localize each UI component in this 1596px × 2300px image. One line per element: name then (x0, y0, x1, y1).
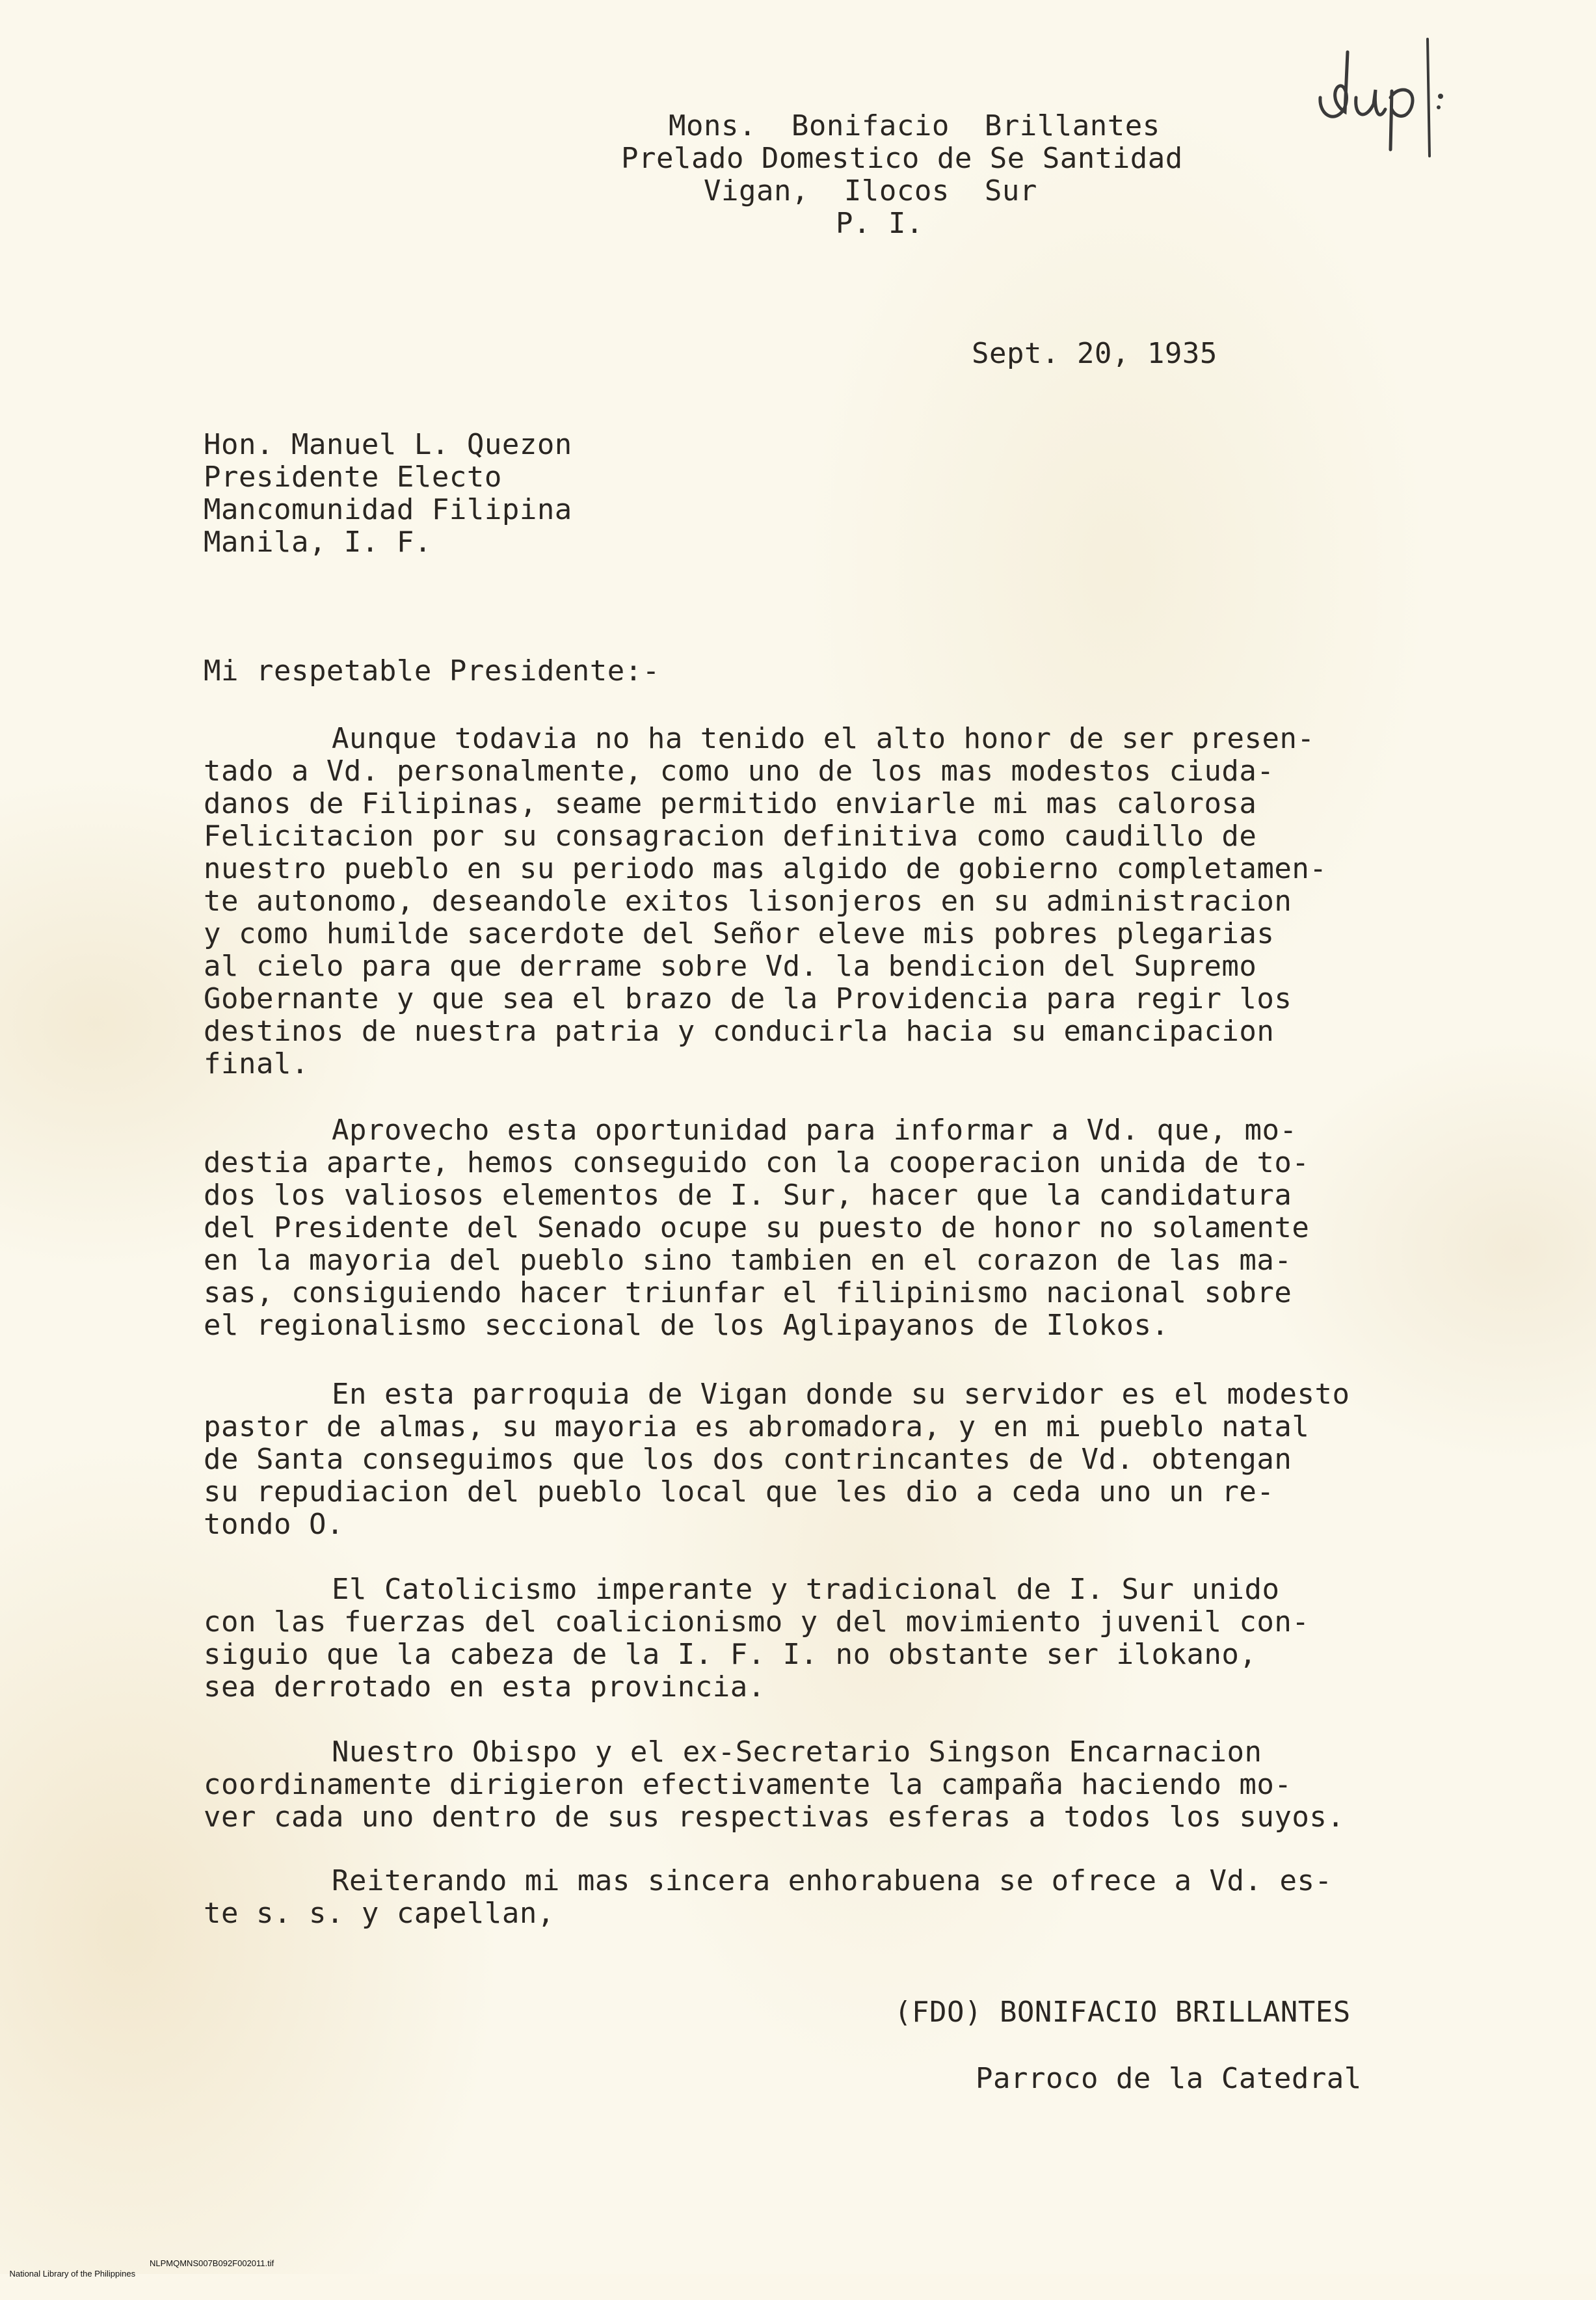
paragraph-1-line: danos de Filipinas, seame permitido enviarle mi mas calorosa (204, 787, 1257, 820)
signature-name: (FDO) BONIFACIO BRILLANTES (894, 1996, 1351, 2029)
paragraph-4-line: siguio que la cabeza de la I. F. I. no obstante ser ilokano, (204, 1638, 1257, 1671)
paragraph-1-line: y como humilde sacerdote del Señor eleve mis pobres plegarias (204, 917, 1275, 950)
archive-name: National Library of the Philippines (9, 2269, 136, 2279)
handwritten-annotation (1314, 26, 1457, 163)
paragraph-6-line: Reiterando mi mas sincera enhorabuena se ofrece a Vd. es- (332, 1864, 1333, 1897)
archive-file-id: NLPMQMNS007B092F002011.tif (150, 2258, 274, 2268)
paragraph-6-line: te s. s. y capellan, (204, 1897, 555, 1930)
paragraph-3-line: En esta parroquia de Vigan donde su servidor es el modesto (332, 1378, 1350, 1411)
paragraph-5-line: Nuestro Obispo y el ex-Secretario Singson Encarnacion (332, 1735, 1262, 1769)
letterhead-line-2: Prelado Domestico de Se Santidad (621, 142, 1183, 175)
paragraph-3-line: de Santa conseguimos que los dos contrincantes de Vd. obtengan (204, 1443, 1292, 1476)
letterhead-line-3: Vigan, Ilocos Sur (704, 174, 1037, 207)
paragraph-2-line: Aprovecho esta oportunidad para informar a Vd. que, mo- (332, 1114, 1297, 1147)
paragraph-1-line: nuestro pueblo en su periodo mas algido de gobierno completamen- (204, 852, 1327, 885)
archive-footer (0, 2258, 274, 2300)
recipient-line-1: Hon. Manuel L. Quezon (204, 428, 572, 461)
recipient-line-3: Mancomunidad Filipina (204, 493, 572, 526)
paragraph-4-line: con las fuerzas del coalicionismo y del movimiento juvenil con- (204, 1605, 1310, 1638)
recipient-line-4: Manila, I. F. (204, 526, 432, 559)
paragraph-1-line: final. (204, 1047, 309, 1080)
paragraph-5-line: coordinamente dirigieron efectivamente la campaña haciendo mo- (204, 1768, 1292, 1801)
paragraph-4-line: El Catolicismo imperante y tradicional de I. Sur unido (332, 1573, 1280, 1606)
paragraph-1-line: Aunque todavia no ha tenido el alto honor de ser presen- (332, 722, 1315, 755)
paragraph-1-line: Gobernante y que sea el brazo de la Providencia para regir los (204, 982, 1292, 1015)
paragraph-3-line: su repudiacion del pueblo local que les dio a ceda uno un re- (204, 1475, 1275, 1508)
paragraph-2-line: destia aparte, hemos conseguido con la cooperacion unida de to- (204, 1146, 1310, 1179)
paragraph-1-line: Felicitacion por su consagracion definitiva como caudillo de (204, 820, 1257, 853)
paragraph-1-line: destinos de nuestra patria y conducirla hacia su emancipacion (204, 1015, 1275, 1048)
paragraph-4-line: sea derrotado en esta provincia. (204, 1670, 765, 1704)
paragraph-1-line: al cielo para que derrame sobre Vd. la bendicion del Supremo (204, 950, 1257, 983)
paragraph-2-line: del Presidente del Senado ocupe su puesto de honor no solamente (204, 1211, 1310, 1244)
paragraph-1-line: tado a Vd. personalmente, como uno de los mas modestos ciuda- (204, 755, 1275, 788)
paragraph-2-line: el regionalismo seccional de los Aglipayanos de Ilokos. (204, 1309, 1169, 1342)
recipient-line-2: Presidente Electo (204, 461, 502, 494)
paragraph-1-line: te autonomo, deseandole exitos lisonjeros en su administracion (204, 885, 1292, 918)
paragraph-3-line: tondo O. (204, 1508, 344, 1541)
paragraph-2-line: sas, consiguiendo hacer triunfar el filipinismo nacional sobre (204, 1276, 1292, 1309)
letter-date: Sept. 20, 1935 (972, 337, 1217, 370)
letterhead-line-1: Mons. Bonifacio Brillantes (669, 109, 1160, 142)
salutation: Mi respetable Presidente:- (204, 654, 660, 688)
paragraph-3-line: pastor de almas, su mayoria es abromadora, y en mi pueblo natal (204, 1410, 1310, 1443)
signature-title: Parroco de la Catedral (976, 2062, 1362, 2095)
paragraph-2-line: dos los valiosos elementos de I. Sur, hacer que la candidatura (204, 1179, 1292, 1212)
paragraph-2-line: en la mayoria del pueblo sino tambien en el corazon de las ma- (204, 1244, 1292, 1277)
letterhead-line-4: P. I. (836, 207, 924, 240)
paragraph-5-line: ver cada uno dentro de sus respectivas esferas a todos los suyos. (204, 1800, 1345, 1834)
